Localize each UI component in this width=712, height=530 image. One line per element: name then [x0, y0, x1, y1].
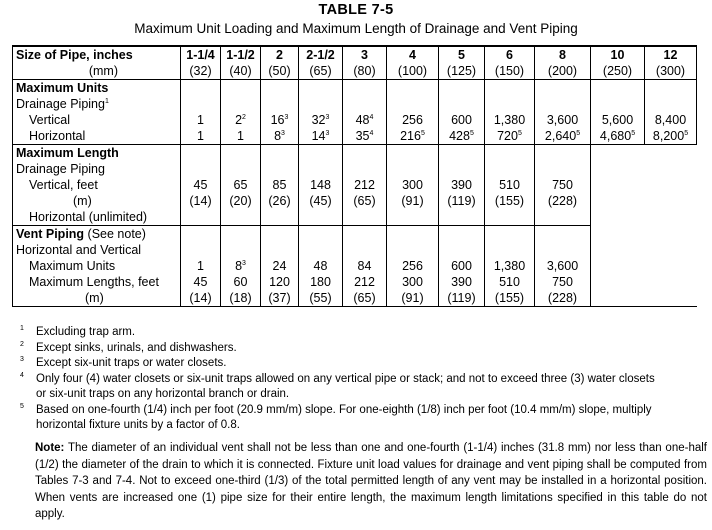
- value-cell: [591, 96, 645, 112]
- footnote-text-cont: horizontal fixture units by a factor of 0.8.: [36, 419, 240, 431]
- max-units-label: [13, 258, 181, 274]
- size-header: 8: [535, 46, 591, 63]
- value-cell: [181, 80, 221, 97]
- value-cell: 1: [181, 128, 221, 145]
- vent-heading-text: Vent Piping: [16, 227, 85, 241]
- value-cell: [181, 161, 221, 177]
- size-header: 1-1/2: [221, 46, 261, 63]
- value-cell: 3,600: [535, 258, 591, 274]
- footnote: $^2$ Except sinks, urinals, and dishwashers.: [20, 340, 237, 354]
- empty-cell: [645, 290, 697, 307]
- value-cell: 1,380: [485, 258, 535, 274]
- label-text: (m): [85, 291, 104, 305]
- value-cell: [343, 161, 387, 177]
- value-cell: 300: [387, 177, 439, 193]
- footnote-ref: 5: [469, 130, 474, 137]
- value-cell: [485, 80, 535, 97]
- mm-header: (50): [261, 63, 299, 80]
- value-cell: 1: [221, 128, 261, 145]
- vertical-label: [13, 112, 181, 128]
- value-cell: 24: [261, 258, 299, 274]
- data-row: [13, 177, 697, 193]
- footnote-ref: 5: [684, 130, 689, 137]
- value-cell: 148: [299, 177, 343, 193]
- empty-cell: [591, 290, 645, 307]
- empty-cell: [645, 161, 697, 177]
- value-cell: [261, 226, 299, 243]
- value-cell: [439, 226, 485, 243]
- empty-cell: [591, 209, 645, 226]
- value-cell: $428^5$: [439, 128, 485, 145]
- value-cell: [485, 226, 535, 243]
- value-cell: [299, 242, 343, 258]
- label-text: Vertical: [29, 113, 70, 127]
- value-cell: [299, 96, 343, 112]
- mm-header: (32): [181, 63, 221, 80]
- vent-heading-note: (See note): [84, 227, 146, 241]
- mm-header: (65): [299, 63, 343, 80]
- value-cell: [343, 209, 387, 226]
- value-cell: 3,600: [535, 112, 591, 128]
- value-cell: (65): [343, 290, 387, 307]
- horizontal-unlimited-label: [13, 209, 181, 226]
- value-cell: [299, 209, 343, 226]
- value-cell: [261, 96, 299, 112]
- value-cell: (91): [387, 290, 439, 307]
- value-cell: [387, 226, 439, 243]
- footnote-ref: 3: [242, 260, 246, 267]
- empty-cell: [645, 193, 697, 209]
- data-row: [13, 112, 697, 128]
- value-cell: (18): [221, 290, 261, 307]
- mm-header: (200): [535, 63, 591, 80]
- value-cell: $2^2$: [221, 112, 261, 128]
- value-cell: $48^4$: [343, 112, 387, 128]
- value-cell: [261, 145, 299, 162]
- value-cell: [387, 96, 439, 112]
- footnote-text: Excluding trap arm.: [36, 326, 136, 338]
- empty-cell: [645, 226, 697, 243]
- footnote-ref: 1: [104, 98, 109, 105]
- table-title: TABLE 7-5: [318, 2, 394, 18]
- label-text: Maximum Units: [29, 259, 116, 273]
- value-cell: 8,200$^5$: [645, 128, 697, 145]
- value-cell: 212: [343, 274, 387, 290]
- section-row: [13, 80, 697, 97]
- empty-cell: [591, 161, 645, 177]
- footnote-ref: 5: [631, 130, 636, 137]
- value-cell: 750: [535, 274, 591, 290]
- value-cell: $16^3$: [261, 112, 299, 128]
- value-cell: (65): [343, 193, 387, 209]
- empty-cell: [645, 177, 697, 193]
- value-cell: [343, 242, 387, 258]
- empty-cell: [591, 226, 645, 243]
- footnote: $^4$ Only four (4) water closets or six-unit traps allowed on any vertical pipe or stack; and not to exceed three (3) water closets or six-unit traps on any horizontal branch or drain.: [20, 371, 655, 400]
- value-cell: 750: [535, 177, 591, 193]
- empty-cell: [645, 209, 697, 226]
- value-cell: [261, 161, 299, 177]
- empty-cell: [591, 177, 645, 193]
- label-text: Horizontal (unlimited): [29, 210, 148, 224]
- value-cell: [221, 145, 261, 162]
- value-cell: $8^3$: [261, 128, 299, 145]
- horizontal-label: [13, 128, 181, 145]
- size-header: 5: [439, 46, 485, 63]
- size-header: 3: [343, 46, 387, 63]
- value-cell: 85: [261, 177, 299, 193]
- value-cell: [221, 96, 261, 112]
- value-cell: [439, 161, 485, 177]
- value-cell: [439, 242, 485, 258]
- value-cell: [485, 96, 535, 112]
- header-row: [13, 46, 697, 63]
- value-cell: (119): [439, 193, 485, 209]
- footnote-text: Except sinks, urinals, and dishwashers.: [36, 341, 237, 354]
- value-cell: [535, 80, 591, 97]
- subsection-row: [13, 161, 697, 177]
- empty-cell: [645, 258, 697, 274]
- value-cell: [535, 242, 591, 258]
- value-cell: 256: [387, 112, 439, 128]
- empty-cell: [645, 145, 697, 162]
- max-lengths-label: [13, 274, 181, 290]
- value-cell: (91): [387, 193, 439, 209]
- value-cell: 4,680$^5$: [591, 128, 645, 145]
- value-cell: [181, 145, 221, 162]
- mm-header: (40): [221, 63, 261, 80]
- vertical-feet-label: [13, 177, 181, 193]
- value-cell: 1: [181, 258, 221, 274]
- mm-row: [13, 63, 697, 80]
- empty-cell: [645, 274, 697, 290]
- size-header: 4: [387, 46, 439, 63]
- mm-header: (250): [591, 63, 645, 80]
- value-cell: [485, 161, 535, 177]
- value-cell: [261, 242, 299, 258]
- value-cell: [221, 226, 261, 243]
- value-cell: (14): [181, 193, 221, 209]
- value-cell: 390: [439, 274, 485, 290]
- footnote: $^3$ Except six-unit traps or water closets.: [20, 356, 227, 369]
- value-cell: [299, 145, 343, 162]
- section-row: [13, 226, 697, 243]
- value-cell: (155): [485, 290, 535, 307]
- value-cell: $8^3$: [221, 258, 261, 274]
- value-cell: [299, 226, 343, 243]
- footnote-ref: 4: [369, 130, 374, 137]
- value-cell: 300: [387, 274, 439, 290]
- value-cell: [387, 145, 439, 162]
- footnote: $^1$ Excluding trap arm.: [20, 325, 136, 338]
- vent-heading: [13, 226, 181, 243]
- value-cell: 65: [221, 177, 261, 193]
- footnote-ref: 3: [325, 114, 330, 121]
- footnote-ref: 5: [517, 130, 522, 137]
- value-cell: [535, 96, 591, 112]
- label-text: Size of Pipe, inches: [16, 48, 133, 62]
- value-cell: (20): [221, 193, 261, 209]
- footnote-ref: 3: [281, 130, 285, 137]
- value-cell: 600: [439, 112, 485, 128]
- value-cell: (14): [181, 290, 221, 307]
- note-paragraph: [35, 440, 707, 523]
- mm-header: (80): [343, 63, 387, 80]
- value-cell: 120: [261, 274, 299, 290]
- value-cell: [261, 209, 299, 226]
- value-cell: 510: [485, 177, 535, 193]
- value-cell: [387, 242, 439, 258]
- value-cell: 84: [343, 258, 387, 274]
- size-header: 2: [261, 46, 299, 63]
- value-cell: $35^4$: [343, 128, 387, 145]
- footnote-ref: 5: [576, 130, 581, 137]
- footnote: $^5$ Based on one-fourth (1/4) inch per foot (20.9 mm/m) slope. For one-eighth (1/8) inch per foot (10.4 mm/m) slope, multiply horizontal fixture units by a factor of 0.8.: [20, 402, 652, 431]
- value-cell: [535, 209, 591, 226]
- note-label: Note:: [35, 442, 65, 454]
- value-cell: (26): [261, 193, 299, 209]
- footnote-text: Based on one-fourth (1/4) inch per foot (20.9 mm/m) slope. For one-eighth (1/8) inch per foot (10.4 mm/m) slope, multiply: [36, 403, 652, 416]
- value-cell: [181, 242, 221, 258]
- m-label: [13, 193, 181, 209]
- empty-cell: [591, 274, 645, 290]
- footnote-ref: 3: [325, 130, 330, 137]
- value-cell: $14^3$: [299, 128, 343, 145]
- subsection-row: [13, 242, 697, 258]
- size-label: [13, 46, 181, 63]
- footnote-text: Except six-unit traps or water closets.: [36, 357, 227, 369]
- value-cell: [485, 145, 535, 162]
- size-header: 1-1/4: [181, 46, 221, 63]
- footnote-text: Only four (4) water closets or six-unit traps allowed on any vertical pipe or stack; and not to exceed three (3) water closets: [36, 372, 655, 385]
- value-cell: (228): [535, 193, 591, 209]
- value-cell: [439, 96, 485, 112]
- value-cell: 510: [485, 274, 535, 290]
- value-cell: [535, 161, 591, 177]
- note-text: The diameter of an individual vent shall not be less than one and one-fourth (1-1/4) inches (31.8 mm) nor less than one-half (1/2) the diameter of the drain to which it is connected. Fixture unit load values for drainage and vent piping shall be computed from Tables 7-3 and 7-4. Not to exceed one-third (1/3) of the total permitted length of any vent may be installed in a horizontal position. When vents are increased one (1) pipe size for their entire length, the maximum length limitations specified in this table do not apply.: [35, 442, 707, 520]
- value-cell: 45: [181, 177, 221, 193]
- value-cell: [343, 145, 387, 162]
- data-row: [13, 128, 697, 145]
- size-header: 2-1/2: [299, 46, 343, 63]
- drainage-label-2: [13, 161, 181, 177]
- value-cell: [261, 80, 299, 97]
- value-cell: [387, 161, 439, 177]
- label-text: Maximum Lengths, feet: [29, 275, 159, 289]
- value-cell: [343, 80, 387, 97]
- value-cell: (55): [299, 290, 343, 307]
- data-row: [13, 290, 697, 307]
- value-cell: [535, 145, 591, 162]
- pipe-table: [12, 45, 697, 307]
- value-cell: [299, 161, 343, 177]
- value-cell: [299, 80, 343, 97]
- footnote-ref: 5: [420, 130, 425, 137]
- value-cell: $216^5$: [387, 128, 439, 145]
- empty-cell: [591, 258, 645, 274]
- size-header: 12: [645, 46, 697, 63]
- value-cell: [439, 209, 485, 226]
- value-cell: 60: [221, 274, 261, 290]
- data-row: [13, 209, 697, 226]
- value-cell: 180: [299, 274, 343, 290]
- value-cell: 1,380: [485, 112, 535, 128]
- value-cell: [485, 242, 535, 258]
- label-text: Horizontal and Vertical: [16, 243, 142, 257]
- value-cell: 600: [439, 258, 485, 274]
- value-cell: (228): [535, 290, 591, 307]
- table-subtitle: Maximum Unit Loading and Maximum Length of Drainage and Vent Piping: [134, 21, 578, 36]
- value-cell: [645, 96, 697, 112]
- value-cell: 8,400: [645, 112, 697, 128]
- section-heading-max-units: [13, 80, 181, 97]
- data-row: [13, 274, 697, 290]
- value-cell: (119): [439, 290, 485, 307]
- value-cell: [221, 242, 261, 258]
- mm-header: (100): [387, 63, 439, 80]
- size-header: 10: [591, 46, 645, 63]
- empty-cell: [591, 242, 645, 258]
- value-cell: 212: [343, 177, 387, 193]
- value-cell: [387, 209, 439, 226]
- drainage-label: [13, 96, 181, 112]
- empty-cell: [591, 193, 645, 209]
- value-cell: 390: [439, 177, 485, 193]
- label-text: (m): [73, 194, 92, 208]
- mm-header: (300): [645, 63, 697, 80]
- m-label-2: [13, 290, 181, 307]
- value-cell: [439, 80, 485, 97]
- value-cell: $32^3$: [299, 112, 343, 128]
- size-header: 6: [485, 46, 535, 63]
- value-cell: [591, 80, 645, 97]
- value-cell: 5,600: [591, 112, 645, 128]
- value-cell: 45: [181, 274, 221, 290]
- hv-label: [13, 242, 181, 258]
- value-cell: (155): [485, 193, 535, 209]
- label-text: Drainage Piping: [16, 162, 105, 176]
- subsection-row: [13, 96, 697, 112]
- mm-header: (150): [485, 63, 535, 80]
- value-cell: [221, 161, 261, 177]
- label-text: Maximum Length: [16, 146, 119, 160]
- footnote-text-cont: or six-unit traps on any horizontal branch or drain.: [36, 388, 290, 400]
- value-cell: [221, 209, 261, 226]
- value-cell: [439, 145, 485, 162]
- mm-label: (mm): [13, 63, 181, 80]
- value-cell: (37): [261, 290, 299, 307]
- value-cell: [343, 96, 387, 112]
- value-cell: [181, 96, 221, 112]
- value-cell: [387, 80, 439, 97]
- value-cell: [181, 226, 221, 243]
- value-cell: 48: [299, 258, 343, 274]
- value-cell: (45): [299, 193, 343, 209]
- footnote-ref: 4: [369, 114, 374, 121]
- value-cell: [645, 80, 697, 97]
- value-cell: [343, 226, 387, 243]
- value-cell: $720^5$: [485, 128, 535, 145]
- value-cell: [485, 209, 535, 226]
- section-heading-max-length: [13, 145, 181, 162]
- mm-header: (125): [439, 63, 485, 80]
- data-row: [13, 258, 697, 274]
- data-row: [13, 193, 697, 209]
- value-cell: [221, 80, 261, 97]
- footnote-ref: 3: [284, 114, 289, 121]
- section-row: [13, 145, 697, 162]
- footnote-ref: 2: [242, 114, 246, 121]
- label-text: Maximum Units: [16, 81, 109, 95]
- value-cell: 2,640$^5$: [535, 128, 591, 145]
- value-cell: [535, 226, 591, 243]
- value-cell: 256: [387, 258, 439, 274]
- label-text: Drainage Piping: [16, 97, 105, 111]
- label-text: Vertical, feet: [29, 178, 98, 192]
- value-cell: 1: [181, 112, 221, 128]
- empty-cell: [645, 242, 697, 258]
- empty-cell: [591, 145, 645, 162]
- label-text: Horizontal: [29, 129, 86, 143]
- value-cell: [181, 209, 221, 226]
